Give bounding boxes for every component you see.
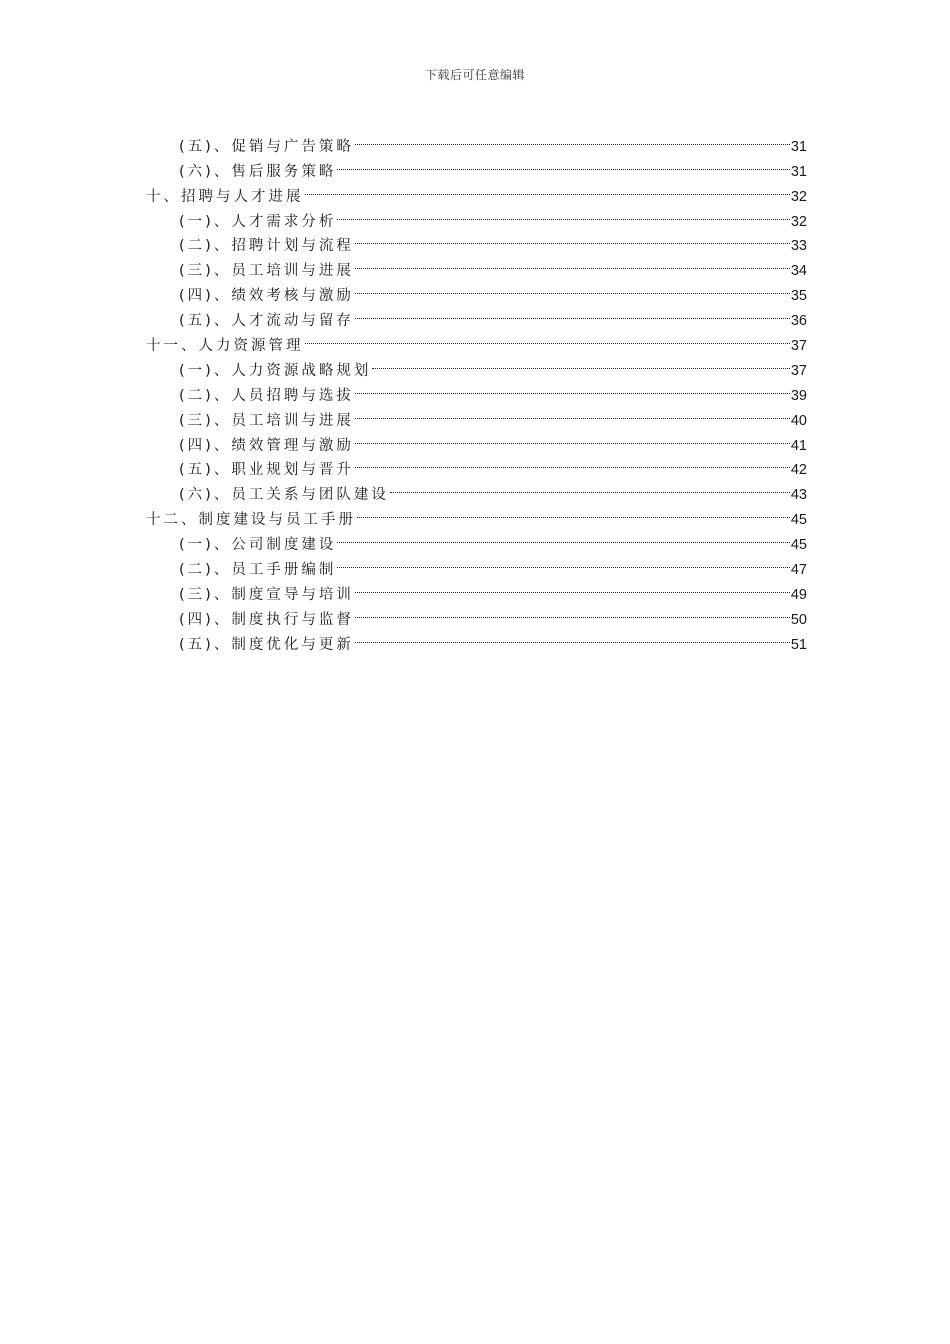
toc-entry-title: (二)、员工手册编制: [179, 562, 337, 579]
toc-dot-leader: [337, 549, 790, 574]
toc-entry-title: (一)、人才需求分析: [179, 213, 337, 230]
toc-dot-leader: [337, 524, 790, 549]
toc-page-number: 33: [790, 238, 807, 255]
toc-entry-title: (二)、招聘计划与流程: [179, 238, 354, 255]
toc-entry-title: 十二、制度建设与员工手册: [146, 512, 356, 529]
toc-dot-leader: [355, 250, 790, 275]
toc-dot-leader: [390, 474, 790, 499]
toc-page-number: 31: [790, 163, 807, 180]
toc-entry-title: (五)、促销与广告策略: [179, 138, 354, 155]
page-header: 下载后可任意编辑: [424, 68, 525, 82]
toc-page-number: 39: [790, 387, 807, 404]
toc-dot-leader: [337, 151, 790, 176]
toc-entry-title: (五)、人才流动与留存: [179, 313, 354, 330]
toc-dot-leader: [355, 275, 790, 300]
toc-entry-title: (四)、制度执行与监督: [179, 611, 354, 628]
toc-dot-leader: [355, 400, 790, 425]
toc-page-number: 45: [790, 512, 807, 529]
toc-page-number: 50: [790, 611, 807, 628]
toc-page-number: 35: [790, 288, 807, 305]
toc-entry[interactable]: [146, 126, 807, 155]
toc-dot-leader: [355, 126, 790, 151]
table-of-contents: [146, 126, 807, 653]
toc-dot-leader: [355, 226, 790, 251]
toc-dot-leader: [355, 599, 790, 624]
toc-entry-title: 十、招聘与人才进展: [146, 188, 304, 205]
toc-dot-leader: [355, 300, 790, 325]
toc-page-number: 47: [790, 562, 807, 579]
toc-page-number: 31: [790, 138, 807, 155]
toc-entry-title: (三)、员工培训与进展: [179, 263, 354, 280]
toc-page-number: 43: [790, 487, 807, 504]
toc-dot-leader: [305, 176, 790, 201]
toc-entry-title: (二)、人员招聘与选拔: [179, 387, 354, 404]
toc-page-number: 37: [790, 338, 807, 355]
toc-entry-title: 十一、人力资源管理: [146, 338, 304, 355]
toc-entry-title: (四)、绩效管理与激励: [179, 437, 354, 454]
toc-entry-title: (六)、员工关系与团队建设: [179, 487, 389, 504]
toc-page-number: 37: [790, 362, 807, 379]
toc-entry-title: (三)、制度宣导与培训: [179, 586, 354, 603]
toc-entry-title: (六)、售后服务策略: [179, 163, 337, 180]
toc-entry-title: (一)、公司制度建设: [179, 537, 337, 554]
toc-entry-title: (四)、绩效考核与激励: [179, 288, 354, 305]
toc-dot-leader: [355, 574, 790, 599]
toc-dot-leader: [355, 450, 790, 475]
toc-page-number: 41: [790, 437, 807, 454]
toc-dot-leader: [305, 325, 790, 350]
toc-page-number: 49: [790, 586, 807, 603]
toc-page-number: 32: [790, 188, 807, 205]
toc-page-number: 40: [790, 412, 807, 429]
toc-page-number: 34: [790, 263, 807, 280]
toc-page-number: 51: [790, 636, 807, 653]
toc-dot-leader: [337, 201, 790, 226]
toc-page-number: 45: [790, 537, 807, 554]
toc-entry-title: (五)、职业规划与晋升: [179, 462, 354, 479]
toc-dot-leader: [355, 624, 790, 649]
toc-entry-title: (五)、制度优化与更新: [179, 636, 354, 653]
toc-entry-title: (三)、员工培训与进展: [179, 412, 354, 429]
toc-entry-title: (一)、人力资源战略规划: [179, 362, 372, 379]
toc-dot-leader: [357, 499, 790, 524]
toc-dot-leader: [372, 350, 790, 375]
toc-dot-leader: [355, 375, 790, 400]
toc-page-number: 36: [790, 313, 807, 330]
toc-page-number: 42: [790, 462, 807, 479]
toc-page-number: 32: [790, 213, 807, 230]
toc-dot-leader: [355, 425, 790, 450]
